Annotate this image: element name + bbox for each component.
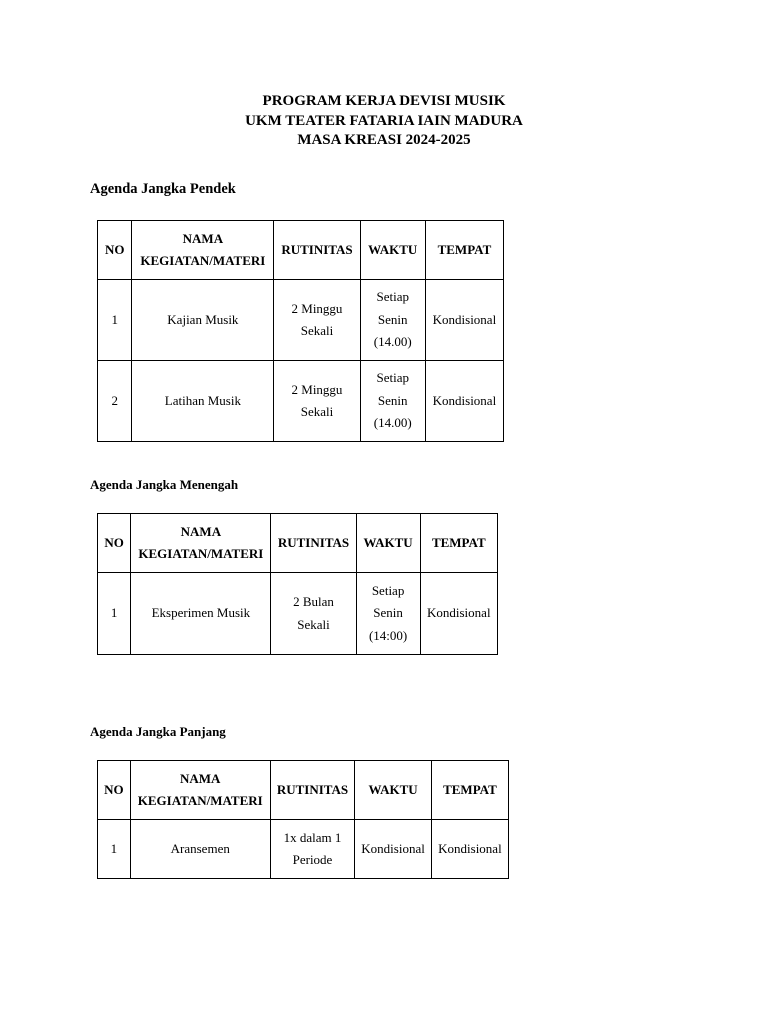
cell-waktu: Setiap Senin (14.00) <box>360 280 425 361</box>
col-header-no: NO <box>98 221 132 280</box>
section-heading-long-term: Agenda Jangka Panjang <box>90 724 226 739</box>
cell-no: 2 <box>98 361 132 442</box>
col-header-no: NO <box>98 514 131 573</box>
col-header-tempat: TEMPAT <box>425 221 503 280</box>
cell-no: 1 <box>98 820 131 879</box>
title-line-1: PROGRAM KERJA DEVISI MUSIK <box>262 93 506 109</box>
title-line-2: UKM TEATER FATARIA IAIN MADURA <box>245 112 523 129</box>
col-header-rutinitas: RUTINITAS <box>270 761 355 820</box>
cell-tempat: Kondisional <box>420 573 497 655</box>
cell-rutinitas: 1x dalam 1 Periode <box>270 820 355 879</box>
cell-no: 1 <box>98 573 131 655</box>
cell-tempat: Kondisional <box>425 361 503 442</box>
cell-waktu: Kondisional <box>355 820 432 879</box>
col-header-nama: NAMA KEGIATAN/MATERI <box>132 221 274 280</box>
table-header-row <box>98 761 509 820</box>
cell-waktu: Setiap Senin (14:00) <box>356 573 420 655</box>
table-header-row <box>98 514 498 573</box>
cell-tempat: Kondisional <box>425 280 503 361</box>
cell-waktu: Setiap Senin (14.00) <box>360 361 425 442</box>
col-header-rutinitas: RUTINITAS <box>271 514 356 573</box>
col-header-tempat: TEMPAT <box>420 514 497 573</box>
cell-nama: Latihan Musik <box>132 361 274 442</box>
table-row <box>98 573 498 655</box>
cell-no: 1 <box>98 280 132 361</box>
col-header-waktu: WAKTU <box>360 221 425 280</box>
cell-nama: Eksperimen Musik <box>131 573 271 655</box>
col-header-tempat: TEMPAT <box>431 761 508 820</box>
cell-nama: Aransemen <box>130 820 270 879</box>
cell-rutinitas: 2 Minggu Sekali <box>274 280 360 361</box>
section-heading-medium-term: Agenda Jangka Menengah <box>90 477 239 492</box>
table-row <box>98 820 509 879</box>
document-title <box>0 92 768 151</box>
table-row <box>98 280 504 361</box>
cell-tempat: Kondisional <box>431 820 508 879</box>
cell-rutinitas: 2 Minggu Sekali <box>274 361 360 442</box>
col-header-nama: NAMA KEGIATAN/MATERI <box>130 761 270 820</box>
table-row <box>98 361 504 442</box>
cell-rutinitas: 2 Bulan Sekali <box>271 573 356 655</box>
table-header-row <box>98 221 504 280</box>
table-short-term <box>97 220 504 442</box>
col-header-waktu: WAKTU <box>355 761 432 820</box>
col-header-nama: NAMA KEGIATAN/MATERI <box>131 514 271 573</box>
cell-nama: Kajian Musik <box>132 280 274 361</box>
section-heading-short-term: Agenda Jangka Pendek <box>90 181 236 197</box>
col-header-waktu: WAKTU <box>356 514 420 573</box>
col-header-rutinitas: RUTINITAS <box>274 221 360 280</box>
table-medium-term <box>97 513 498 655</box>
title-line-3: MASA KREASI 2024-2025 <box>297 132 471 148</box>
col-header-no: NO <box>98 761 131 820</box>
table-long-term <box>97 760 509 879</box>
